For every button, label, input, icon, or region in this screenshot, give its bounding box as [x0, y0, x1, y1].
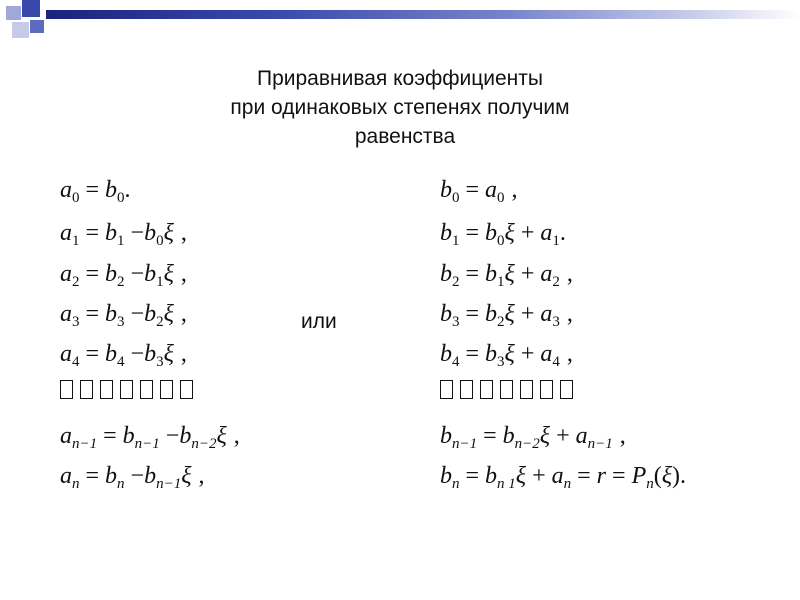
right-equation-2: $b_2 = b_1\xi + a_2$ ,	[440, 261, 573, 290]
left-equation-0: $a_0 = b_0$.	[60, 177, 131, 206]
missing-glyph-box	[160, 380, 173, 399]
right-equation-n-minus-1: $b_{n-1} = b_{n-2}\xi + a_{n-1}$ ,	[440, 423, 626, 452]
right-equation-4: $b_4 = b_3\xi + a_4$ ,	[440, 341, 573, 370]
title-line-3: равенства	[354, 125, 456, 148]
header-gradient-bar	[46, 10, 800, 19]
connector-word: или	[301, 310, 337, 333]
decorative-square	[6, 6, 21, 20]
decorative-square	[22, 0, 40, 17]
title-line-1: Приравнивая коэффициенты	[256, 67, 543, 90]
missing-glyph-box	[60, 380, 73, 399]
left-equation-4: $a_4 = b_4 -b_3\xi$ ,	[60, 341, 187, 370]
missing-glyph-box	[520, 380, 533, 399]
missing-glyph-box	[440, 380, 453, 399]
missing-glyph-box	[140, 380, 153, 399]
left-equation-2: $a_2 = b_2 -b_1\xi$ ,	[60, 261, 187, 290]
slide-title	[150, 64, 650, 151]
decorative-square	[12, 22, 29, 38]
left-equation-3: $a_3 = b_3 -b_2\xi$ ,	[60, 301, 187, 330]
missing-glyph-box	[80, 380, 93, 399]
right-equation-1: $b_1 = b_0\xi + a_1$.	[440, 220, 566, 249]
missing-glyph-box	[460, 380, 473, 399]
missing-glyph-box	[100, 380, 113, 399]
missing-glyph-box	[120, 380, 133, 399]
title-line-2: при одинаковых степенях получим	[230, 96, 570, 119]
right-missing-glyph-row	[440, 380, 573, 399]
missing-glyph-box	[480, 380, 493, 399]
right-equation-3: $b_3 = b_2\xi + a_3$ ,	[440, 301, 573, 330]
missing-glyph-box	[180, 380, 193, 399]
right-equation-0: $b_0 = a_0$ ,	[440, 177, 518, 206]
decorative-square	[30, 20, 44, 33]
left-equation-1: $a_1 = b_1 -b_0\xi$ ,	[60, 220, 187, 249]
left-equation-n: $a_n = b_n -b_{n-1}\xi$ ,	[60, 463, 205, 492]
missing-glyph-box	[500, 380, 513, 399]
right-equation-n: $b_n = b_{n 1}\xi + a_n = r = P_n(\xi)$.	[440, 463, 687, 492]
left-missing-glyph-row	[60, 380, 193, 399]
missing-glyph-box	[560, 380, 573, 399]
missing-glyph-box	[540, 380, 553, 399]
left-equation-n-minus-1: $a_{n-1} = b_{n-1} -b_{n-2}\xi$ ,	[60, 423, 240, 452]
